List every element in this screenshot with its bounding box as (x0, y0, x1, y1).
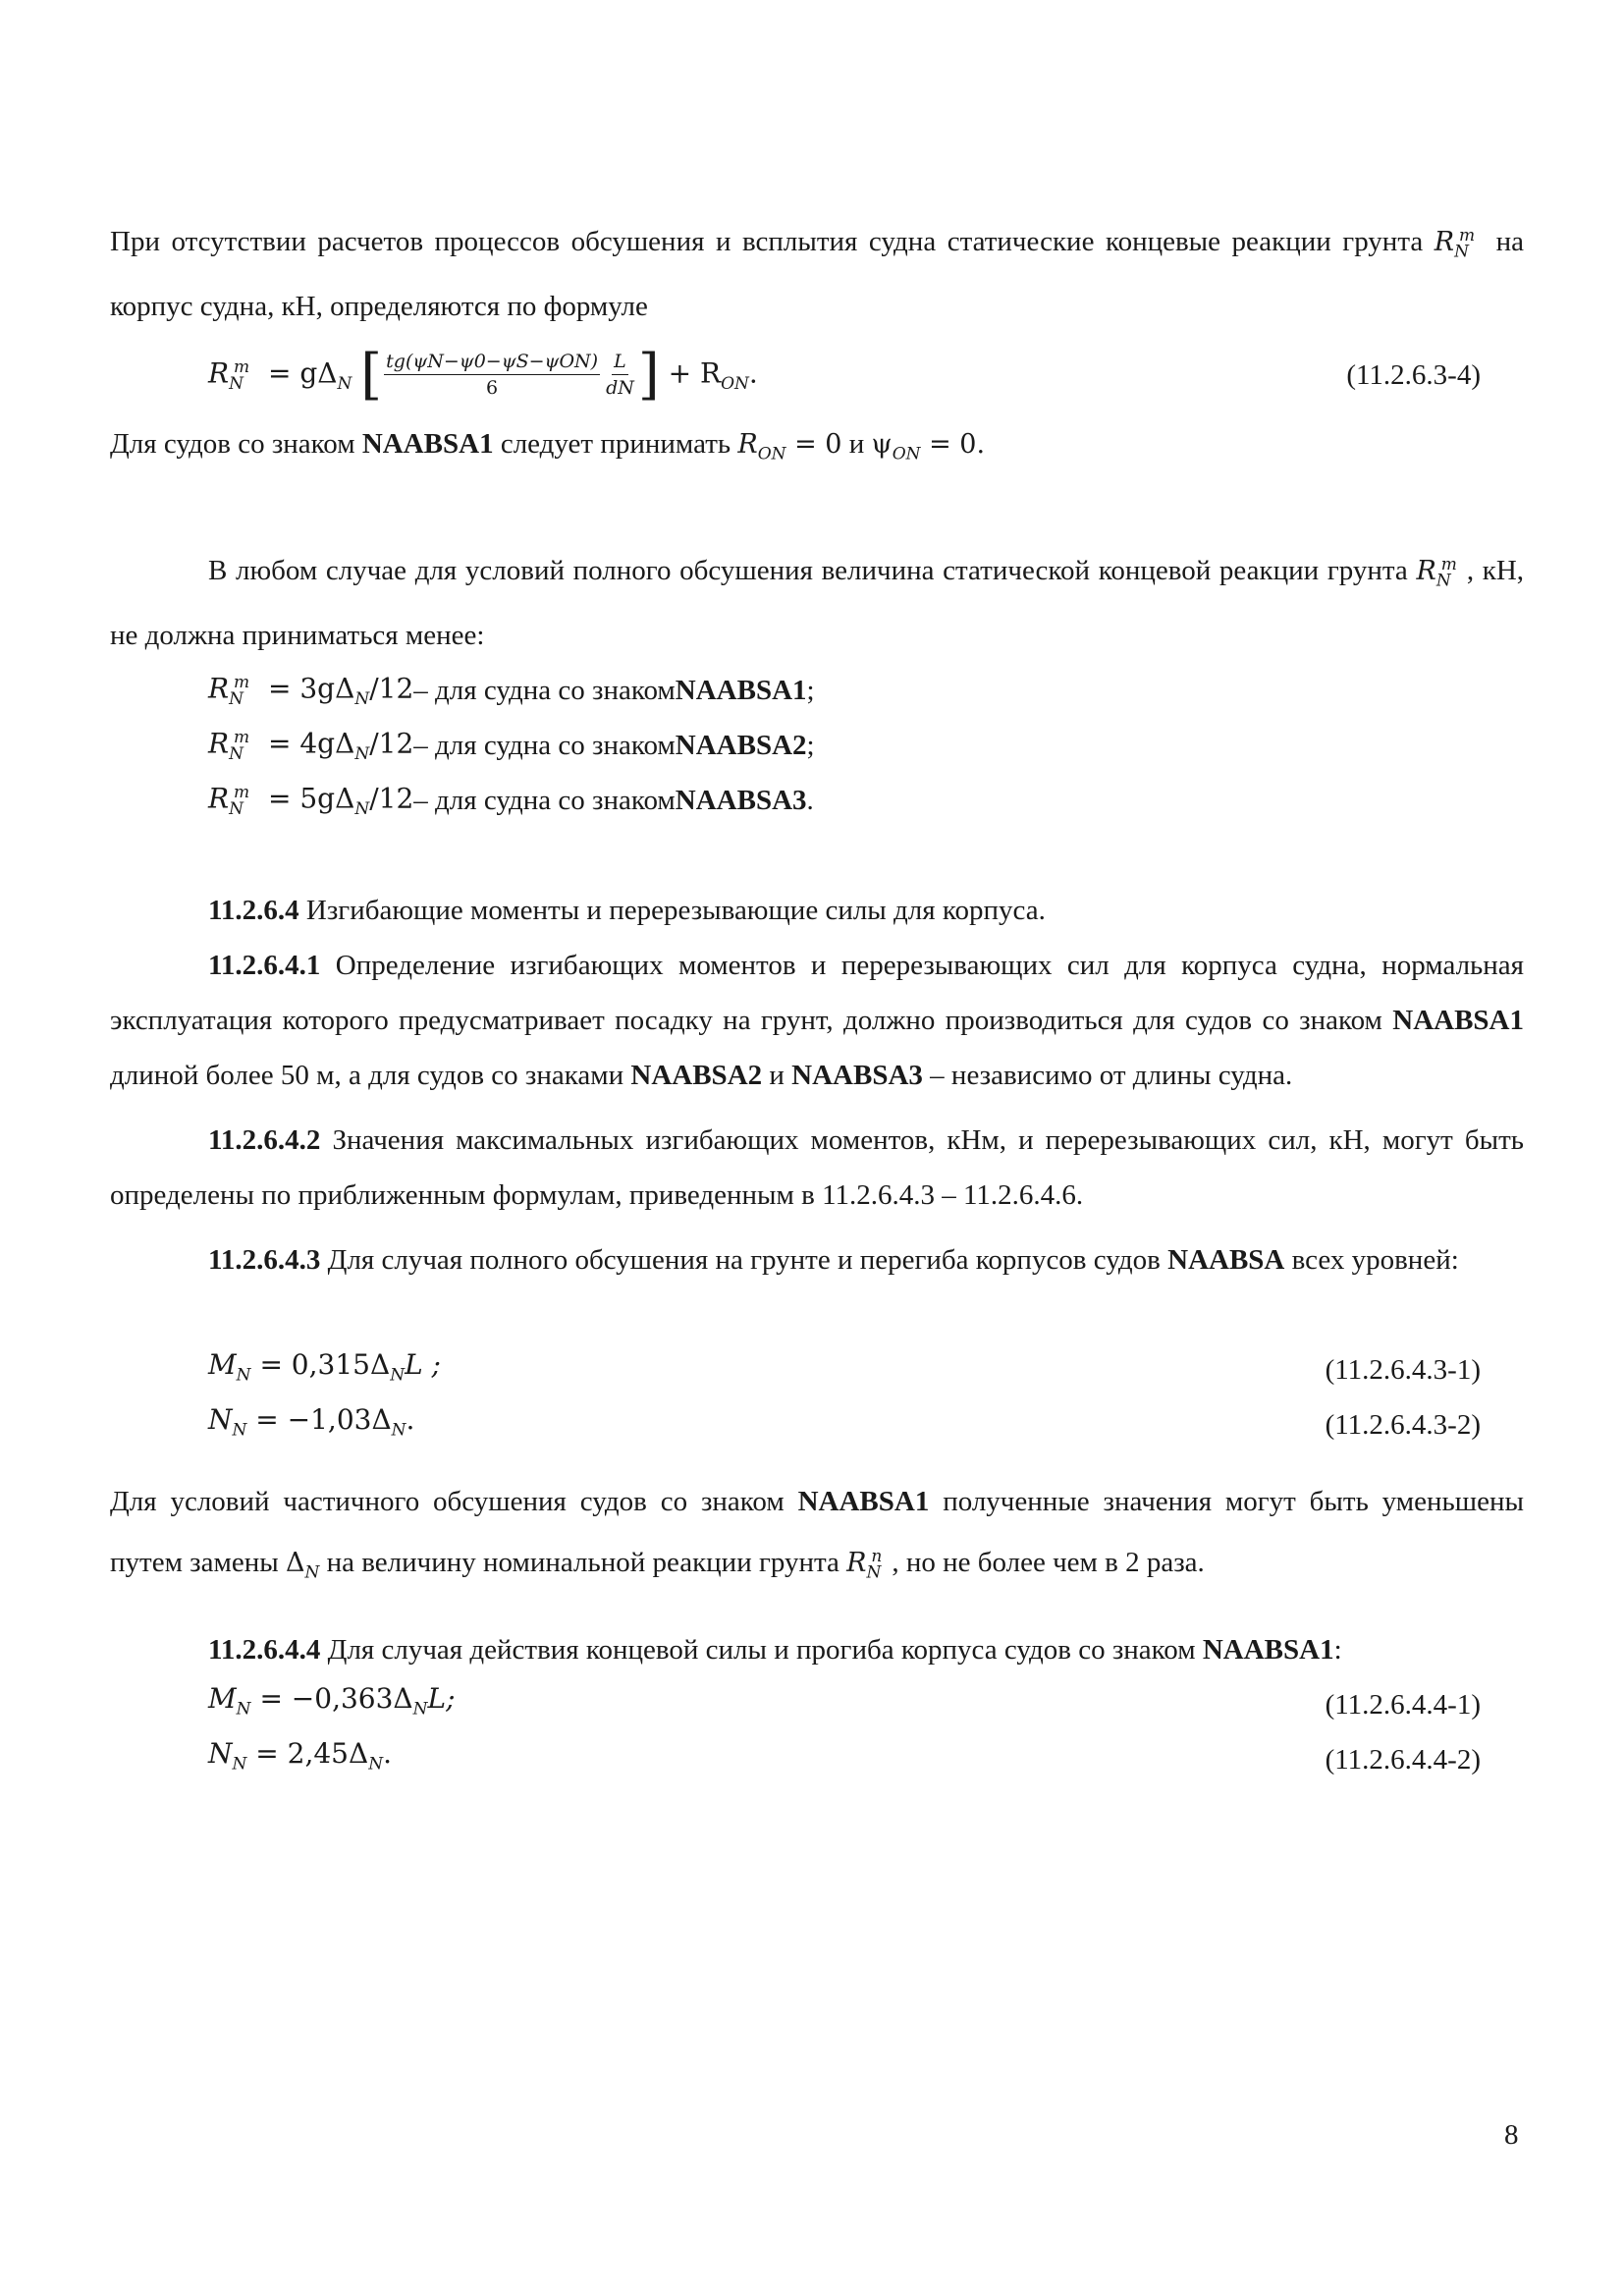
equation-body: $R_N^m = g\Delta_N$ [ $\frac{\text{tg(ψN−ψ0−ψS−ψON)}}{6}$ $\frac{L}{dN}$ ] + $R_{ON}$. (208, 342, 758, 407)
paragraph-minimum-reaction: В любом случае для условий полного обсушения величина статической концевой реакции грунта $R_N^m$ , кН, не должна приниматься менее: (110, 554, 1525, 652)
equation-11-2-6-3-4 (110, 334, 1524, 416)
equation-11-2-6-4-4-1: $M_N = -0,363\Delta_NL$; (11.2.6.4.4-1) (110, 1677, 1524, 1732)
equation-number: (11.2.6.4.4-2) (1325, 1743, 1481, 1776)
fraction-angles: $\frac{\text{tg(ψN−ψ0−ψS−ψON)}}{6}$ (386, 351, 599, 400)
equation-11-2-6-4-3-1: $M_N = 0,315\Delta_NL$ ; (11.2.6.4.3-1) (110, 1342, 1524, 1397)
equation-11-2-6-4-4-2: $N_N = 2,45\Delta_N$. (11.2.6.4.4-2) (110, 1732, 1524, 1787)
formula-r-n-m: $R_N^m$ (1434, 226, 1476, 262)
paragraph-naabsa1-values: Для судов со знаком NAABSA1 следует принимать $R_{ON} = 0$ и $\psi_{ON} = 0$. (110, 428, 986, 465)
section-11-2-6-4: 11.2.6.4 Изгибающие моменты и перерезывающие силы для корпуса. (208, 895, 1046, 927)
minimum-reaction-list (110, 663, 1524, 828)
fraction-length-draught: $\frac{L}{dN}$ (606, 351, 634, 400)
equation-number: (11.2.6.4.3-1) (1325, 1354, 1481, 1387)
equation-11-2-6-4-3-2: $N_N = -1,03\Delta_N$. (11.2.6.4.3-2) (110, 1397, 1524, 1452)
section-11-2-6-4-2: 11.2.6.4.2 Значения максимальных изгибающих моментов, кНм, и перерезывающих сил, кН, могут быть определены по приближенным формулам, приведенным в 11.2.6.4.3 – 11.2.6.4.6. (110, 1124, 1524, 1212)
minimum-reaction-naabsa2: $R_N^m = 4g\Delta_N/12$ – для судна со знаком NAABSA2 ; (208, 727, 815, 764)
section-11-2-6-4-1: 11.2.6.4.1 Определение изгибающих моментов и перерезывающих сил для корпуса судна, нормальная эксплуатация которого предусматривает посадку на грунт, должно производиться для судов со знаком NAABSA1 длиной более 50 м, а для судов со знаками NAABSA2 и NAABSA3 – независимо от длины судна. (110, 950, 1524, 1092)
paragraph-intro: При отсутствии расчетов процессов обсушения и всплытия судна статические концевые реакции грунта $R_N^m$ на корпус судна, кН, определяются по формуле (110, 226, 1524, 323)
equation-number: (11.2.6.4.3-2) (1325, 1409, 1481, 1442)
equation-number: (11.2.6.4.4-1) (1325, 1688, 1481, 1721)
equation-number: (11.2.6.3-4) (1346, 359, 1481, 392)
minimum-reaction-naabsa1: $R_N^m = 3g\Delta_N/12$ – для судна со знаком NAABSA1 ; (208, 672, 815, 709)
bracket-group: [ $\frac{\text{tg(ψN−ψ0−ψS−ψON)}}{6}$ $\frac{L}{dN}$ ] (360, 342, 660, 407)
section-11-2-6-4-3: 11.2.6.4.3 Для случая полного обсушения на грунте и перегиба корпусов судов NAABSA всех уровней: (208, 1244, 1459, 1277)
paragraph-partial-drying: Для условий частичного обсушения судов со знаком NAABSA1 полученные значения могут быть уменьшены путем замены $\Delta_N$ на величину номинальной реакции грунта $R_N^n$ , но не более чем в 2 раза. (110, 1486, 1524, 1583)
page-number: 8 (1504, 2119, 1519, 2151)
document-page (110, 208, 1524, 1787)
minimum-reaction-naabsa3: $R_N^m = 5g\Delta_N/12$ – для судна со знаком NAABSA3 . (208, 782, 814, 819)
section-11-2-6-4-4: 11.2.6.4.4 Для случая действия концевой силы и прогиба корпуса судов со знаком NAABSA1: (208, 1633, 1342, 1666)
